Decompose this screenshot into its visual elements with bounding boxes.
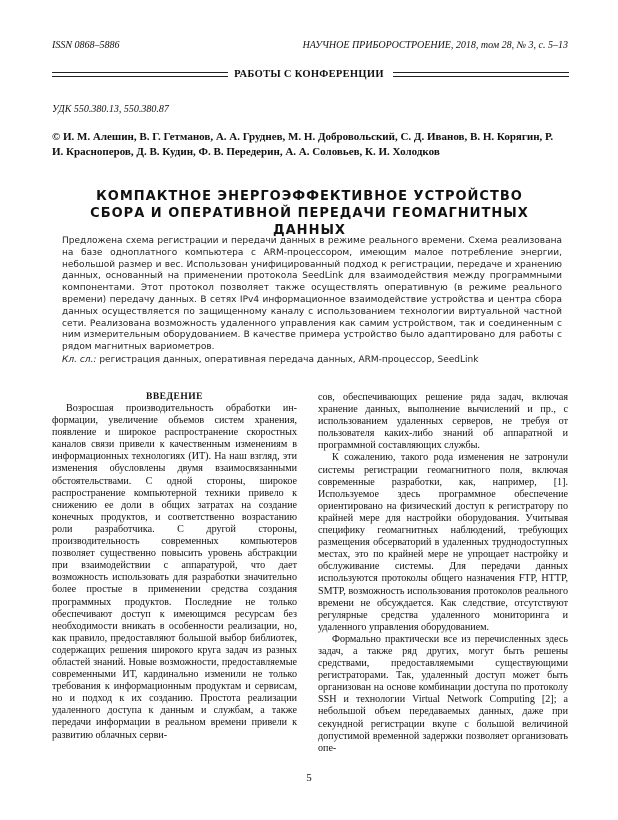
copyright-symbol: © — [52, 131, 61, 143]
issn: ISSN 0868–5886 — [52, 40, 120, 51]
section-heading-introduction: ВВЕДЕНИЕ — [146, 392, 203, 402]
journal-reference: НАУЧНОЕ ПРИБОРОСТРОЕНИЕ, 2018, том 28, № 3, с. 5–13 — [302, 40, 568, 51]
section-banner-label: РАБОТЫ С КОНФЕРЕНЦИИ — [234, 69, 384, 80]
paragraph: Формально практически все из перечисленных здесь задач, а также ряд других, могут быть решены средствами, предоставляемыми существующими регистраторами. Так, удаленный доступ может быть организован на основе комбинации доступа по протоколу SSH и технологии Virtual Network Computing [2]; а небольшой объем передаваемых данных, даже при секундной регистрации вкупе с большой величиной допустимой временной задержки позволяет организовать опе- — [318, 633, 568, 754]
author-names: И. М. Алешин, В. Г. Гетманов, А. А. Груднев, М. Н. Добровольский, С. Д. Иванов, В. Н. Корягин, Р. И. Красноперов, Д. В. Кудин, Ф. В. Передерин, А. А. Соловьев, К. И. Холодков — [52, 131, 554, 158]
udk-code: УДК 550.380.13, 550.380.87 — [52, 104, 169, 115]
paragraph: К сожалению, такого рода изменения не затронули системы регистрации геомагнитного поля, включая современные разработки, как, например, [1]. Используемое здесь программное обеспечение ориентировано на физический доступ к регистратору по крайней мере для настройки оборудования. Учитывая специфику геомагнитных наблюдений, требующих размещения обсерваторий в удаленных труднодоступных местах, это по крайней мере не упрощает настройку и обслуживание системы. Для передачи данных используются протоколы общего назначения FTP, HTTP, SMTP, возможность использования протоколов реального времени не обсуждается. Как следствие, отсутствуют регулярные средства удаленного мониторинга и удаленного управления оборудованием. — [318, 452, 568, 633]
banner-rule-right — [393, 72, 569, 77]
paragraph: Возросшая производительность обработки информации, увеличение объемов систем хранения, появление и широкое распространение скоростных каналов связи привели к качественным изменениям в информационных технологиях (ИТ). На наш взгляд, эти изменения обусловлены двумя взаимосвязанными обстоятельствами. С одной стороны, широкое распространение компьютерной техники привело к снижению ее доли в общих затратах на создание конечных продуктов, и соответственно возрастанию роли разработчика. С другой стороны, производительность современных компьютеров позволяет существенно повысить уровень абстракции при взаимодействии с аппаратурой, что дает возможность использовать для разработки значительно более простые в применении средства создания программных продуктов. Последние не только обеспечивают доступ к имеющимся ресурсам без необходимости вникать в особенности реализации, но, как правило, предоставляют большой выбор библиотек, содержащих решения широкого круга задач из разных областей знаний. Новые возможности, предоставляемые современными ИТ, кардинально изменили не только требования к информационным продуктам и сервисам, но и подход к их созданию. Простота реализации удаленного доступа к данным и службам, а также передачи информации в реальном времени привели к развитию облачных серви- — [52, 403, 297, 741]
title-line-1: КОМПАКТНОЕ ЭНЕРГОЭФФЕКТИВНОЕ УСТРОЙСТВО — [96, 189, 523, 204]
paragraph: сов, обеспечивающих решение ряда задач, включая хранение данных, выполнение вычислений и пр., с использованием удаленных серверов, не требуя от пользователя каких-либо знаний об аппаратной и программной составляющих службы. — [318, 392, 568, 452]
title-line-2: СБОРА И ОПЕРАТИВНОЙ ПЕРЕДАЧИ ГЕОМАГНИТНЫХ ДАННЫХ — [90, 206, 529, 238]
keywords-text: регистрация данных, оперативная передача данных, ARM-процессор, SeedLink — [99, 355, 479, 365]
body-column-left — [52, 403, 297, 742]
page-number: 5 — [306, 772, 312, 784]
paper-title — [52, 188, 567, 239]
authors — [52, 130, 567, 160]
keywords — [62, 355, 562, 367]
keywords-label: Кл. сл.: — [62, 355, 97, 365]
section-banner — [0, 60, 618, 90]
body-column-right — [318, 392, 568, 755]
abstract: Предложена схема регистрации и передачи данных в режиме реального времени. Схема реализована на базе одноплатного компьютера с ARM-процессором, имеющим малое потребление энергии, небольшой размер и вес. Использован унифицированный подход к регистрации, передаче и хранению данных, основанный на применении протокола SeedLink для взаимодействия между программными компонентами. Этот протокол позволяет также осуществлять оперативную (в режиме реального времени) передачу данных. В сетях IPv4 информационное взаимодействие устройства и центра сбора данных осуществляется по защищенному каналу с использованием технологии виртуальной частной сети. Реализована возможность удаленного управления как самим устройством, так и соединенным с ним измерительным оборудованием. В качестве примера устройство было адаптировано для работы с рядом магнитных вариометров. — [62, 236, 562, 353]
